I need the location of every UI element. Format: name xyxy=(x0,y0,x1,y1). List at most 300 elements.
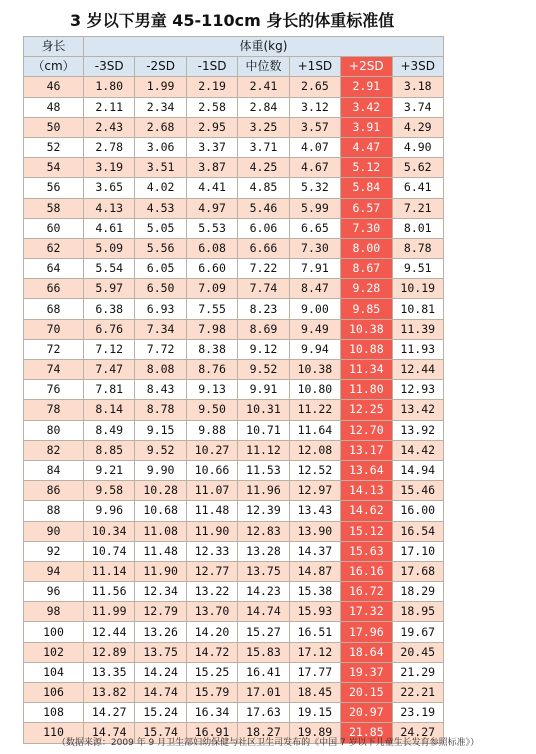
height-cell: 102 xyxy=(24,642,84,662)
table-row xyxy=(24,501,444,521)
weight-cell: 13.70 xyxy=(186,602,237,622)
weight-cell: 9.96 xyxy=(84,501,135,521)
weight-cell: 7.74 xyxy=(238,279,289,299)
weight-cell: 9.49 xyxy=(289,319,340,339)
weight-cell: 9.50 xyxy=(186,400,237,420)
height-cell: 104 xyxy=(24,662,84,682)
weight-cell: 19.37 xyxy=(341,662,392,682)
weight-cell: 22.21 xyxy=(392,683,443,703)
weight-cell: 4.97 xyxy=(186,198,237,218)
weight-cell: 7.21 xyxy=(392,198,443,218)
weight-cell: 15.24 xyxy=(135,703,186,723)
weight-cell: 16.16 xyxy=(341,561,392,581)
weight-cell: 13.75 xyxy=(238,561,289,581)
weight-cell: 7.81 xyxy=(84,380,135,400)
weight-cell: 10.74 xyxy=(84,541,135,561)
height-header: 身长 xyxy=(24,37,84,57)
weight-cell: 3.06 xyxy=(135,137,186,157)
weight-cell: 7.72 xyxy=(135,339,186,359)
weight-cell: 2.84 xyxy=(238,97,289,117)
weight-cell: 10.19 xyxy=(392,279,443,299)
weight-cell: 17.63 xyxy=(238,703,289,723)
weight-cell: 14.74 xyxy=(135,683,186,703)
weight-cell: 4.07 xyxy=(289,137,340,157)
weight-cell: 6.08 xyxy=(186,238,237,258)
weight-cell: 11.90 xyxy=(186,521,237,541)
table-row xyxy=(24,380,444,400)
height-cell: 94 xyxy=(24,561,84,581)
weight-cell: 11.64 xyxy=(289,420,340,440)
weight-cell: 11.90 xyxy=(135,561,186,581)
weight-cell: 6.66 xyxy=(238,238,289,258)
footnote: （数据来源：2009 年 9 月卫生部妇幼保健与社区卫生司发布的《中国 7 岁以下儿童生长发育参照标准》） xyxy=(56,738,480,748)
weight-cell: 8.49 xyxy=(84,420,135,440)
weight-cell: 2.65 xyxy=(289,77,340,97)
weight-cell: 11.34 xyxy=(341,360,392,380)
weight-cell: 11.14 xyxy=(84,561,135,581)
weight-cell: 4.29 xyxy=(392,117,443,137)
height-cell: 46 xyxy=(24,77,84,97)
weight-cell: 5.05 xyxy=(135,218,186,238)
weight-cell: 18.29 xyxy=(392,582,443,602)
weight-cell: 7.30 xyxy=(289,238,340,258)
weight-cell: 14.74 xyxy=(84,723,135,743)
table-row xyxy=(24,460,444,480)
weight-cell: 15.27 xyxy=(238,622,289,642)
weight-cell: 9.88 xyxy=(186,420,237,440)
table-row xyxy=(24,319,444,339)
weight-cell: 4.53 xyxy=(135,198,186,218)
weight-cell: 16.72 xyxy=(341,582,392,602)
weight-cell: 12.25 xyxy=(341,400,392,420)
table-row xyxy=(24,642,444,662)
weight-cell: 15.83 xyxy=(238,642,289,662)
weight-cell: 3.42 xyxy=(341,97,392,117)
weight-cell: 9.52 xyxy=(238,360,289,380)
weight-cell: 11.39 xyxy=(392,319,443,339)
weight-cell: 1.99 xyxy=(135,77,186,97)
weight-cell: 4.61 xyxy=(84,218,135,238)
height-cell: 88 xyxy=(24,501,84,521)
weight-cell: 8.00 xyxy=(341,238,392,258)
weight-cell: 13.64 xyxy=(341,460,392,480)
weight-cell: 16.34 xyxy=(186,703,237,723)
table-row xyxy=(24,178,444,198)
weight-cell: 13.90 xyxy=(289,521,340,541)
weight-cell: 9.94 xyxy=(289,339,340,359)
weight-cell: 3.65 xyxy=(84,178,135,198)
weight-cell: 20.45 xyxy=(392,642,443,662)
weight-cell: 17.68 xyxy=(392,561,443,581)
height-cell: 74 xyxy=(24,360,84,380)
weight-cell: 7.22 xyxy=(238,259,289,279)
weight-cell: 5.62 xyxy=(392,158,443,178)
weight-cell: 15.25 xyxy=(186,662,237,682)
weight-cell: 14.23 xyxy=(238,582,289,602)
weight-cell: 3.37 xyxy=(186,137,237,157)
height-cell: 86 xyxy=(24,481,84,501)
weight-cell: 15.74 xyxy=(135,723,186,743)
weight-cell: 6.93 xyxy=(135,299,186,319)
weight-cell: 11.22 xyxy=(289,400,340,420)
weight-cell: 7.55 xyxy=(186,299,237,319)
weight-cell: 9.12 xyxy=(238,339,289,359)
weight-cell: 2.78 xyxy=(84,137,135,157)
weight-cell: 16.00 xyxy=(392,501,443,521)
weight-cell: 2.43 xyxy=(84,117,135,137)
table-row xyxy=(24,218,444,238)
weight-cell: 10.68 xyxy=(135,501,186,521)
weight-cell: 3.87 xyxy=(186,158,237,178)
weight-cell: 7.98 xyxy=(186,319,237,339)
table-row xyxy=(24,299,444,319)
weight-cell: 6.05 xyxy=(135,259,186,279)
weight-cell: 10.66 xyxy=(186,460,237,480)
table-row xyxy=(24,602,444,622)
weight-cell: 8.08 xyxy=(135,360,186,380)
column-header-minus3sd: -3SD xyxy=(84,57,135,77)
table-row xyxy=(24,238,444,258)
weight-cell: 3.51 xyxy=(135,158,186,178)
weight-cell: 10.27 xyxy=(186,440,237,460)
weight-cell: 13.17 xyxy=(341,440,392,460)
weight-cell: 2.58 xyxy=(186,97,237,117)
weight-cell: 2.41 xyxy=(238,77,289,97)
weight-cell: 10.31 xyxy=(238,400,289,420)
weight-cell: 4.02 xyxy=(135,178,186,198)
weight-cell: 8.43 xyxy=(135,380,186,400)
weight-cell: 19.15 xyxy=(289,703,340,723)
weight-cell: 12.44 xyxy=(392,360,443,380)
weight-cell: 13.92 xyxy=(392,420,443,440)
weight-cell: 14.62 xyxy=(341,501,392,521)
height-cell: 68 xyxy=(24,299,84,319)
weight-cell: 3.74 xyxy=(392,97,443,117)
weight-cell: 14.42 xyxy=(392,440,443,460)
weight-cell: 14.94 xyxy=(392,460,443,480)
weight-cell: 15.12 xyxy=(341,521,392,541)
page-title: 3 岁以下男童 45-110cm 身长的体重标准值 xyxy=(70,11,395,30)
weight-cell: 15.46 xyxy=(392,481,443,501)
weight-cell: 21.85 xyxy=(341,723,392,743)
weight-cell: 6.41 xyxy=(392,178,443,198)
weight-cell: 16.51 xyxy=(289,622,340,642)
weight-cell: 6.06 xyxy=(238,218,289,238)
weight-cell: 2.95 xyxy=(186,117,237,137)
height-cell: 82 xyxy=(24,440,84,460)
weight-cell: 10.71 xyxy=(238,420,289,440)
weight-cell: 15.38 xyxy=(289,582,340,602)
weight-cell: 8.69 xyxy=(238,319,289,339)
weight-cell: 14.27 xyxy=(84,703,135,723)
weight-cell: 13.26 xyxy=(135,622,186,642)
weight-cell: 12.70 xyxy=(341,420,392,440)
weight-cell: 12.52 xyxy=(289,460,340,480)
weight-cell: 4.90 xyxy=(392,137,443,157)
table-row xyxy=(24,561,444,581)
weight-cell: 13.82 xyxy=(84,683,135,703)
weight-cell: 17.12 xyxy=(289,642,340,662)
weight-cell: 10.88 xyxy=(341,339,392,359)
weight-cell: 8.14 xyxy=(84,400,135,420)
table-row xyxy=(24,158,444,178)
weight-cell: 14.87 xyxy=(289,561,340,581)
weight-cell: 14.72 xyxy=(186,642,237,662)
weight-cell: 13.22 xyxy=(186,582,237,602)
weight-cell: 11.96 xyxy=(238,481,289,501)
weight-cell: 20.15 xyxy=(341,683,392,703)
height-cell: 54 xyxy=(24,158,84,178)
weight-cell: 5.46 xyxy=(238,198,289,218)
weight-cell: 12.08 xyxy=(289,440,340,460)
weight-cell: 4.85 xyxy=(238,178,289,198)
weight-cell: 8.85 xyxy=(84,440,135,460)
weight-cell: 3.19 xyxy=(84,158,135,178)
height-cell: 56 xyxy=(24,178,84,198)
table-row xyxy=(24,481,444,501)
weight-cell: 10.34 xyxy=(84,521,135,541)
weight-table xyxy=(23,36,444,744)
column-header-plus2sd: +2SD xyxy=(341,57,392,77)
height-cell: 78 xyxy=(24,400,84,420)
weight-cell: 3.12 xyxy=(289,97,340,117)
height-cell: 72 xyxy=(24,339,84,359)
weight-cell: 11.12 xyxy=(238,440,289,460)
height-cell: 52 xyxy=(24,137,84,157)
weight-cell: 7.47 xyxy=(84,360,135,380)
column-header-minus1sd: -1SD xyxy=(186,57,237,77)
weight-cell: 12.97 xyxy=(289,481,340,501)
weight-cell: 2.11 xyxy=(84,97,135,117)
weight-cell: 11.08 xyxy=(135,521,186,541)
weight-cell: 9.15 xyxy=(135,420,186,440)
weight-cell: 5.12 xyxy=(341,158,392,178)
weight-cell: 12.79 xyxy=(135,602,186,622)
table-row xyxy=(24,339,444,359)
weight-cell: 18.45 xyxy=(289,683,340,703)
weight-cell: 15.63 xyxy=(341,541,392,561)
weight-cell: 5.54 xyxy=(84,259,135,279)
weight-cell: 4.13 xyxy=(84,198,135,218)
weight-cell: 7.34 xyxy=(135,319,186,339)
height-cell: 60 xyxy=(24,218,84,238)
table-row xyxy=(24,97,444,117)
weight-cell: 4.47 xyxy=(341,137,392,157)
weight-cell: 6.76 xyxy=(84,319,135,339)
weight-cell: 9.52 xyxy=(135,440,186,460)
table-row xyxy=(24,420,444,440)
weight-cell: 14.24 xyxy=(135,662,186,682)
height-cell: 100 xyxy=(24,622,84,642)
weight-cell: 9.00 xyxy=(289,299,340,319)
height-unit-header: （cm） xyxy=(24,57,84,77)
height-cell: 80 xyxy=(24,420,84,440)
table-row xyxy=(24,703,444,723)
height-cell: 96 xyxy=(24,582,84,602)
weight-cell: 3.18 xyxy=(392,77,443,97)
weight-cell: 8.67 xyxy=(341,259,392,279)
weight-cell: 2.19 xyxy=(186,77,237,97)
weight-cell: 8.76 xyxy=(186,360,237,380)
weight-cell: 6.65 xyxy=(289,218,340,238)
weight-cell: 16.41 xyxy=(238,662,289,682)
weight-cell: 10.28 xyxy=(135,481,186,501)
weight-cell: 12.89 xyxy=(84,642,135,662)
weight-cell: 19.89 xyxy=(289,723,340,743)
table-row xyxy=(24,360,444,380)
weight-cell: 14.74 xyxy=(238,602,289,622)
weight-cell: 5.32 xyxy=(289,178,340,198)
weight-cell: 24.27 xyxy=(392,723,443,743)
weight-cell: 2.91 xyxy=(341,77,392,97)
weight-cell: 17.32 xyxy=(341,602,392,622)
column-header-plus1sd: +1SD xyxy=(289,57,340,77)
weight-cell: 9.58 xyxy=(84,481,135,501)
weight-cell: 17.77 xyxy=(289,662,340,682)
weight-cell: 18.64 xyxy=(341,642,392,662)
weight-cell: 10.81 xyxy=(392,299,443,319)
weight-cell: 11.80 xyxy=(341,380,392,400)
table-row xyxy=(24,541,444,561)
weight-cell: 20.97 xyxy=(341,703,392,723)
height-cell: 110 xyxy=(24,723,84,743)
weight-cell: 5.56 xyxy=(135,238,186,258)
weight-cell: 9.91 xyxy=(238,380,289,400)
weight-cell: 11.07 xyxy=(186,481,237,501)
height-cell: 98 xyxy=(24,602,84,622)
weight-cell: 12.77 xyxy=(186,561,237,581)
weight-cell: 4.67 xyxy=(289,158,340,178)
weight-cell: 5.09 xyxy=(84,238,135,258)
weight-cell: 12.34 xyxy=(135,582,186,602)
height-cell: 62 xyxy=(24,238,84,258)
weight-cell: 5.53 xyxy=(186,218,237,238)
weight-cell: 16.54 xyxy=(392,521,443,541)
weight-cell: 13.28 xyxy=(238,541,289,561)
weight-cell: 15.93 xyxy=(289,602,340,622)
weight-cell: 13.35 xyxy=(84,662,135,682)
weight-cell: 6.38 xyxy=(84,299,135,319)
weight-cell: 5.97 xyxy=(84,279,135,299)
weight-cell: 11.99 xyxy=(84,602,135,622)
weight-cell: 6.60 xyxy=(186,259,237,279)
table-row xyxy=(24,582,444,602)
weight-cell: 11.48 xyxy=(186,501,237,521)
weight-cell: 13.42 xyxy=(392,400,443,420)
height-cell: 64 xyxy=(24,259,84,279)
column-header-minus2sd: -2SD xyxy=(135,57,186,77)
height-cell: 84 xyxy=(24,460,84,480)
height-cell: 70 xyxy=(24,319,84,339)
weight-cell: 17.01 xyxy=(238,683,289,703)
table-row xyxy=(24,662,444,682)
height-cell: 92 xyxy=(24,541,84,561)
table-row xyxy=(24,400,444,420)
weight-cell: 7.12 xyxy=(84,339,135,359)
height-cell: 76 xyxy=(24,380,84,400)
column-header-plus3sd: +3SD xyxy=(392,57,443,77)
weight-cell: 7.91 xyxy=(289,259,340,279)
weight-cell: 5.84 xyxy=(341,178,392,198)
weight-cell: 21.29 xyxy=(392,662,443,682)
weight-cell: 4.25 xyxy=(238,158,289,178)
weight-cell: 2.68 xyxy=(135,117,186,137)
weight-cell: 11.56 xyxy=(84,582,135,602)
weight-cell: 3.57 xyxy=(289,117,340,137)
weight-cell: 6.50 xyxy=(135,279,186,299)
weight-cell: 5.99 xyxy=(289,198,340,218)
weight-cell: 17.96 xyxy=(341,622,392,642)
weight-cell: 14.13 xyxy=(341,481,392,501)
weight-cell: 2.34 xyxy=(135,97,186,117)
weight-cell: 11.48 xyxy=(135,541,186,561)
height-cell: 48 xyxy=(24,97,84,117)
weight-cell: 12.93 xyxy=(392,380,443,400)
weight-cell: 3.25 xyxy=(238,117,289,137)
weight-cell: 4.41 xyxy=(186,178,237,198)
weight-cell: 9.85 xyxy=(341,299,392,319)
weight-cell: 8.78 xyxy=(135,400,186,420)
weight-cell: 10.80 xyxy=(289,380,340,400)
column-header-median: 中位数 xyxy=(238,57,289,77)
weight-cell: 18.27 xyxy=(238,723,289,743)
weight-cell: 23.19 xyxy=(392,703,443,723)
weight-cell: 16.91 xyxy=(186,723,237,743)
weight-cell: 10.38 xyxy=(289,360,340,380)
table-row xyxy=(24,279,444,299)
weight-cell: 14.20 xyxy=(186,622,237,642)
table-row xyxy=(24,440,444,460)
weight-cell: 7.30 xyxy=(341,218,392,238)
weight-cell: 9.90 xyxy=(135,460,186,480)
weight-cell: 10.38 xyxy=(341,319,392,339)
table-row xyxy=(24,117,444,137)
weight-cell: 18.95 xyxy=(392,602,443,622)
weight-cell: 12.44 xyxy=(84,622,135,642)
weight-cell: 7.09 xyxy=(186,279,237,299)
weight-cell: 6.57 xyxy=(341,198,392,218)
weight-cell: 11.53 xyxy=(238,460,289,480)
weight-header: 体重(kg) xyxy=(84,37,444,57)
weight-cell: 11.93 xyxy=(392,339,443,359)
weight-cell: 9.28 xyxy=(341,279,392,299)
table-row xyxy=(24,77,444,97)
height-cell: 108 xyxy=(24,703,84,723)
height-cell: 106 xyxy=(24,683,84,703)
height-cell: 90 xyxy=(24,521,84,541)
table-row xyxy=(24,198,444,218)
height-cell: 66 xyxy=(24,279,84,299)
weight-cell: 9.21 xyxy=(84,460,135,480)
weight-cell: 17.10 xyxy=(392,541,443,561)
weight-cell: 8.47 xyxy=(289,279,340,299)
weight-cell: 19.67 xyxy=(392,622,443,642)
weight-cell: 15.79 xyxy=(186,683,237,703)
weight-cell: 3.71 xyxy=(238,137,289,157)
weight-cell: 8.78 xyxy=(392,238,443,258)
weight-cell: 9.51 xyxy=(392,259,443,279)
weight-cell: 8.23 xyxy=(238,299,289,319)
weight-cell: 9.13 xyxy=(186,380,237,400)
weight-cell: 12.33 xyxy=(186,541,237,561)
height-cell: 50 xyxy=(24,117,84,137)
weight-cell: 12.39 xyxy=(238,501,289,521)
table-body xyxy=(24,77,444,743)
weight-cell: 8.38 xyxy=(186,339,237,359)
weight-cell: 3.91 xyxy=(341,117,392,137)
table-row xyxy=(24,259,444,279)
weight-cell: 1.80 xyxy=(84,77,135,97)
